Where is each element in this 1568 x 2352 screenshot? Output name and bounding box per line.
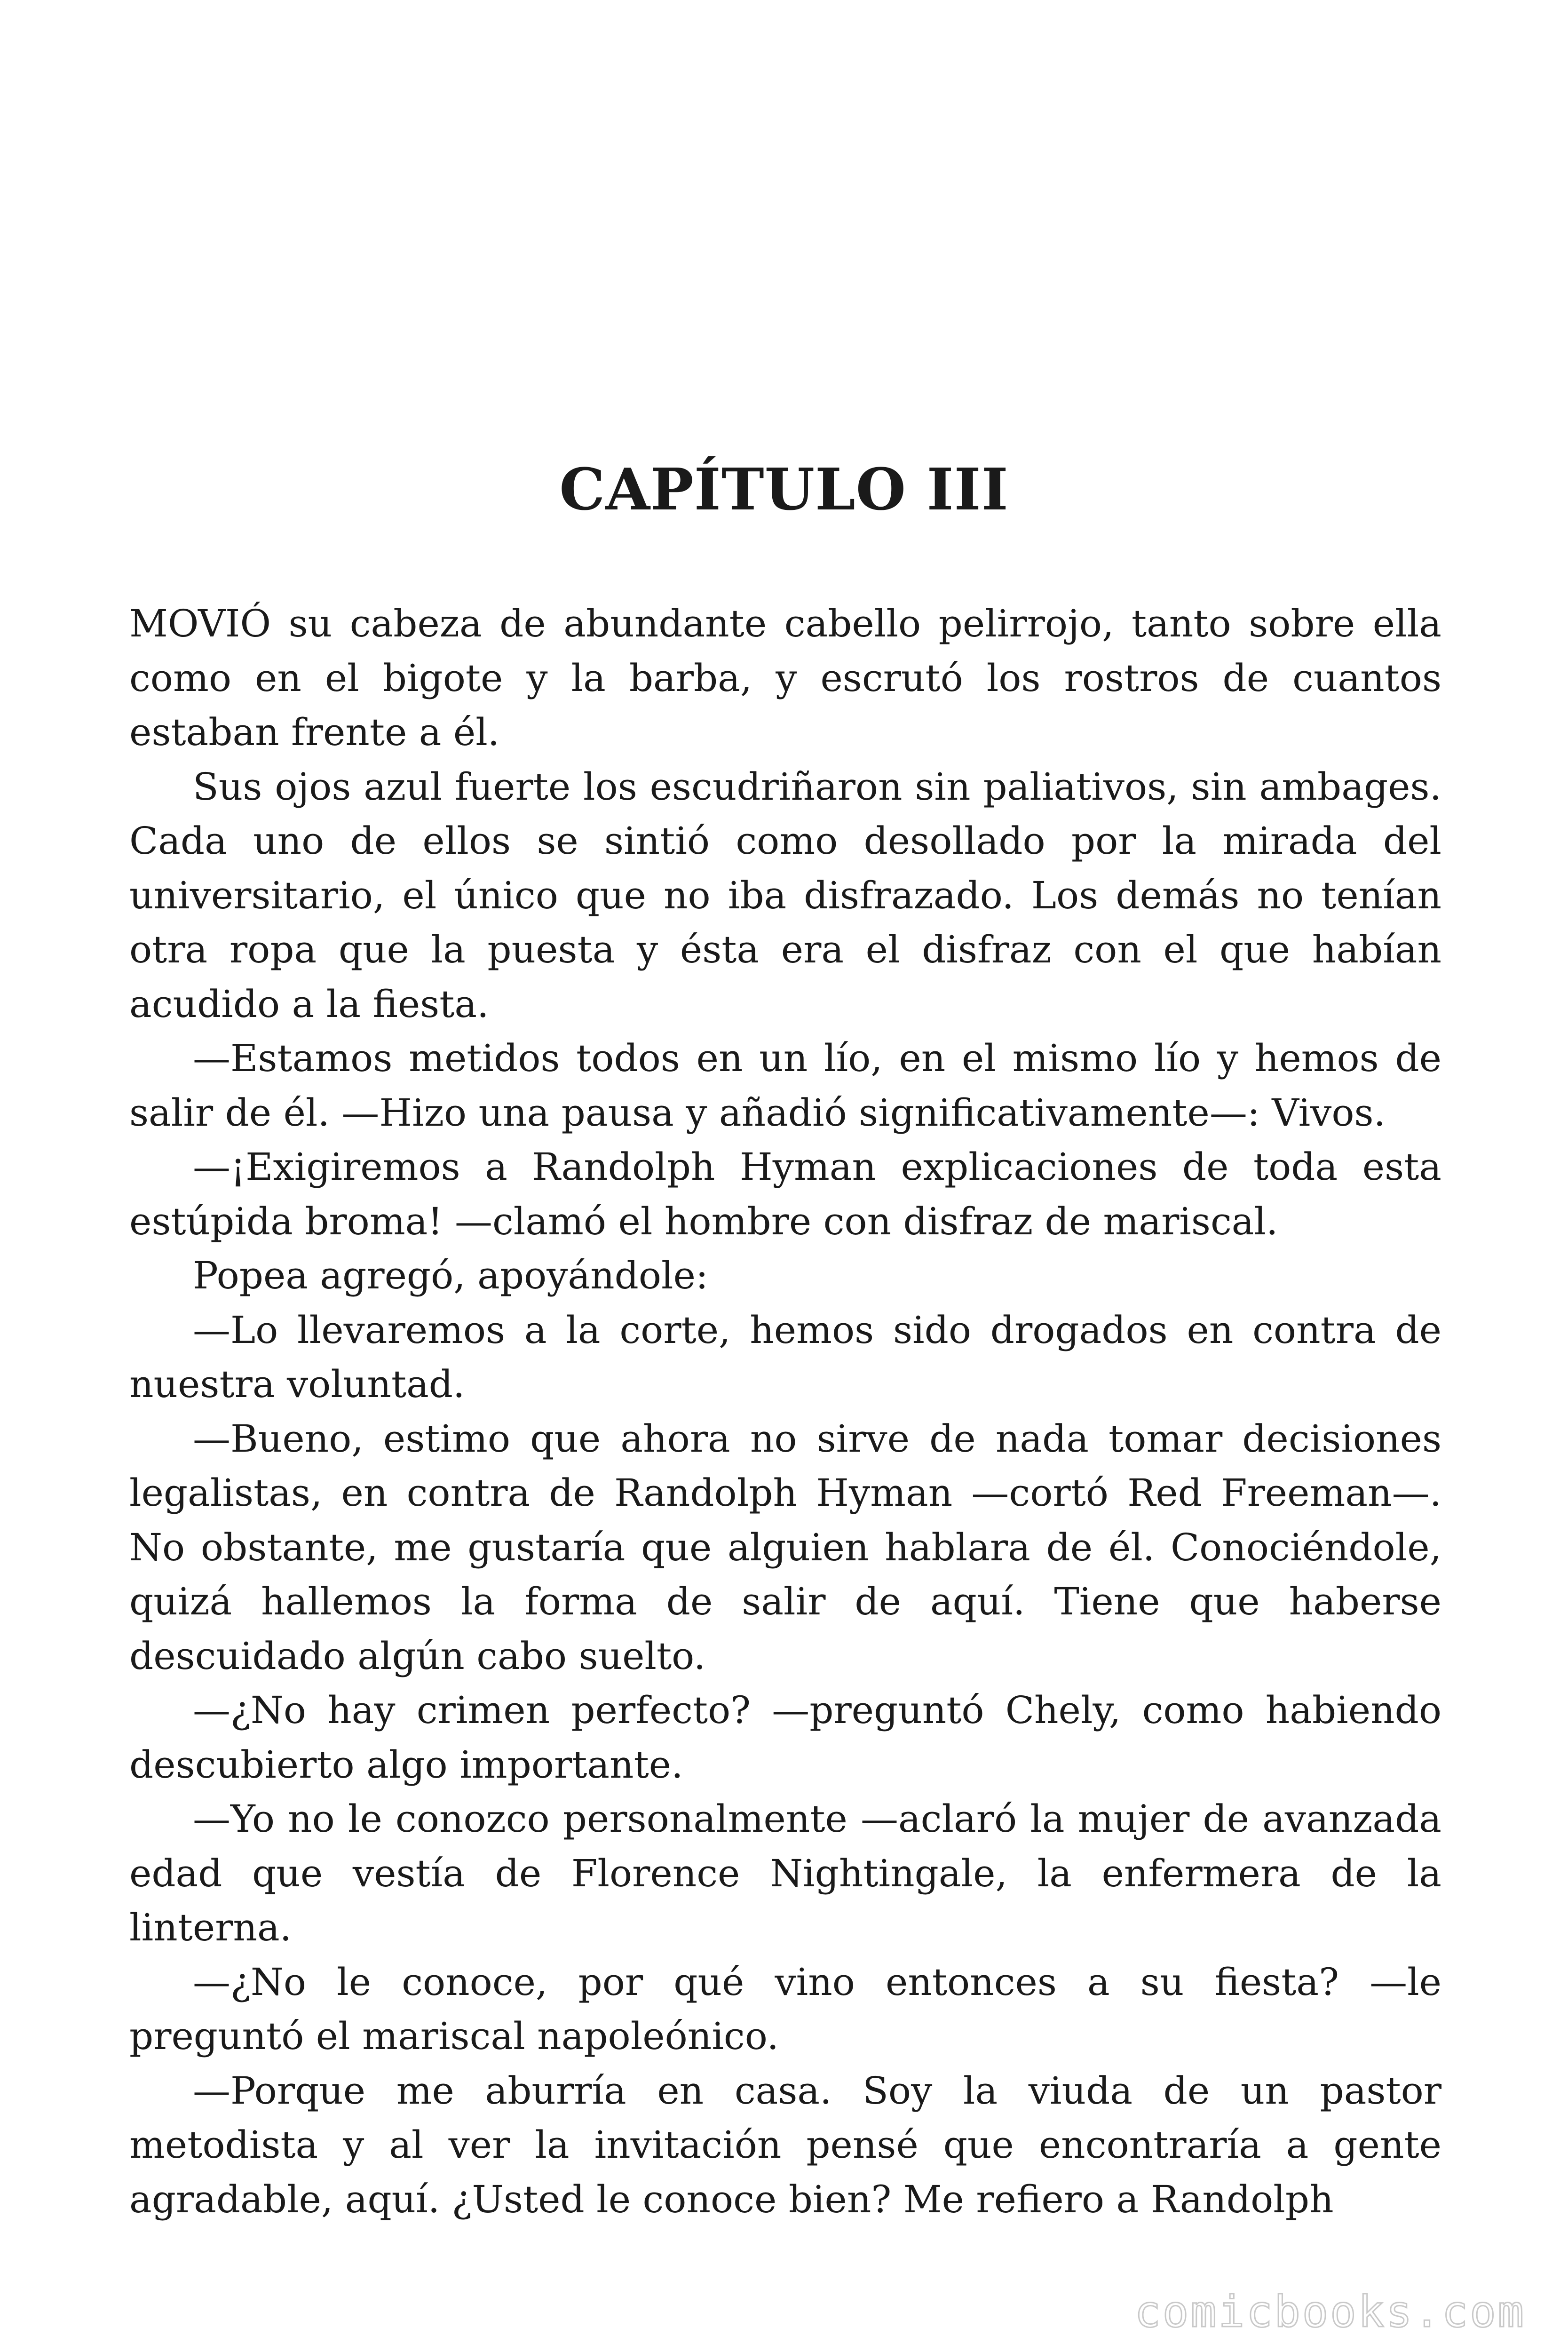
paragraph: —¿No le conoce, por qué vino entonces a su fiesta? —le preguntó el mariscal napoleónico. bbox=[129, 1960, 1441, 2058]
paragraph: —Yo no le conozco personalmente —aclaró la mujer de avanzada edad que vestía de Florence Nightingale, la enfermera de la linterna. bbox=[129, 1797, 1441, 1949]
chapter-title: CAPÍTULO III bbox=[559, 455, 1009, 523]
paragraph: —Estamos metidos todos en un lío, en el mismo lío y hemos de salir de él. —Hizo una pausa y añadió significativamente—: Vivos. bbox=[129, 1036, 1441, 1135]
paragraph: —Bueno, estimo que ahora no sirve de nada tomar decisiones legalistas, en contra de Randolph Hyman —cortó Red Freeman—. No obstante, me gustaría que alguien hablara de él. Conociéndole, quizá hallemos la forma de salir de aquí. Tiene que haberse descuidado algún cabo suelto. bbox=[129, 1416, 1441, 1678]
paragraph: —¡Exigiremos a Randolph Hyman explicaciones de toda esta estúpida broma! —clamó el hombre con disfraz de mariscal. bbox=[129, 1145, 1441, 1243]
watermark: comicbooks.com bbox=[1134, 2287, 1526, 2337]
paragraph: Popea agregó, apoyándole: bbox=[193, 1254, 708, 1297]
paragraph: —¿No hay crimen perfecto? —preguntó Chely, como habiendo descubierto algo importante. bbox=[129, 1688, 1441, 1787]
chapter-body bbox=[129, 596, 1441, 2226]
paragraph-last: —Porque me aburría en casa. Soy la viuda de un pastor metodista y al ver la invitación pensé que encontraría a gente agradable, aquí. ¿Usted le conoce bien? Me refiero a Randolph bbox=[129, 2068, 1441, 2221]
paragraph: Sus ojos azul fuerte los escudriñaron sin paliativos, sin ambages. Cada uno de ellos se sintió como desollado por la mirada del universitario, el único que no iba disfrazado. Los demás no tenían otra ropa que la puesta y ésta era el disfraz con el que habían acudido a la fiesta. bbox=[129, 764, 1441, 1026]
paragraph: —Lo llevaremos a la corte, hemos sido drogados en contra de nuestra voluntad. bbox=[129, 1308, 1441, 1406]
paragraph: MOVIÓ su cabeza de abundante cabello pelirrojo, tanto sobre ella como en el bigote y la barba, y escrutó los rostros de cuantos estaban frente a él. bbox=[129, 602, 1441, 754]
